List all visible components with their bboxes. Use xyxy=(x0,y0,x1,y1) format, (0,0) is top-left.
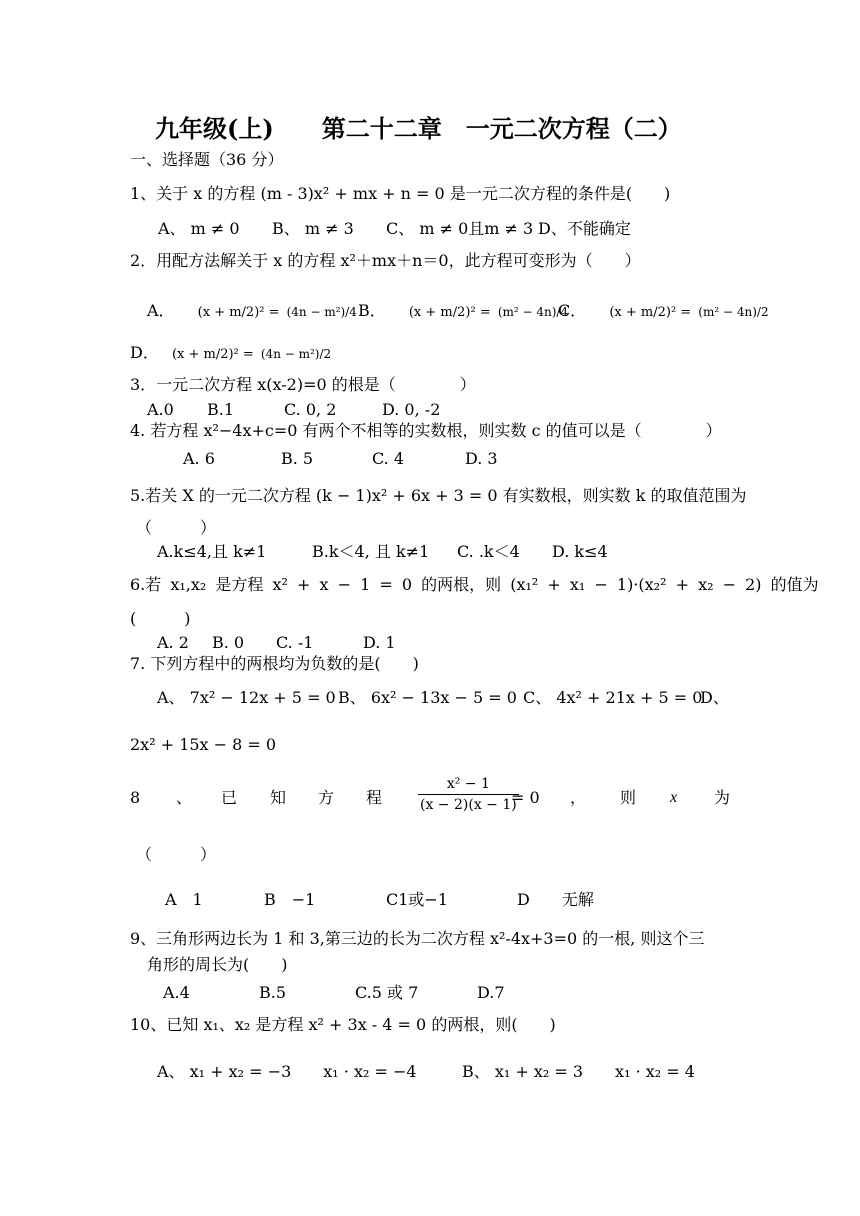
question-7-option-d: D、 xyxy=(700,688,729,707)
question-4-option-d: D. 3 xyxy=(465,449,498,468)
question-3-stem: 3．一元二次方程 x(x-2)=0 的根是（ ） xyxy=(130,375,476,394)
question-8-equals: = 0 xyxy=(511,788,540,807)
fraction-text: (4n − m²)/2 xyxy=(260,346,332,361)
question-6-option-c: C. -1 xyxy=(276,633,314,652)
option-lhs: (x + m/2)² = xyxy=(408,305,491,320)
question-6-stem: 6.若 x₁,x₂ 是方程 x² + x − 1 = 0 的两根，则 (x₁² + x₁ − 1)·(x₂² + x₂ − 2) 的值为 xyxy=(130,575,819,594)
question-8-paren: （ ） xyxy=(136,845,217,864)
question-2-option-b xyxy=(358,291,570,333)
question-10-stem: 10、已知 x₁、x₂ 是方程 x² + 3x - 4 = 0 的两根，则( ) xyxy=(130,1015,556,1034)
option-fraction xyxy=(696,305,770,319)
question-4-stem: 4. 若方程 x²−4x+c=0 有两个不相等的实数根，则实数 c 的值可以是（ ） xyxy=(130,421,722,440)
question-5-option-a: A.k≤4,且 k≠1 xyxy=(157,542,267,561)
question-1-option-b: B、 m ≠ 3 xyxy=(272,219,354,238)
question-2-stem: 2．用配方法解关于 x 的方程 x²＋mx＋n＝0，此方程可变形为（ ） xyxy=(130,251,641,270)
question-4-option-c: C. 4 xyxy=(372,449,405,468)
question-6-option-d: D. 1 xyxy=(363,633,396,652)
question-1-option-d: D、不能确定 xyxy=(538,219,631,238)
question-4-option-b: B. 5 xyxy=(281,449,314,468)
question-10-option-b: B、 x₁ + x₂ = 3 x₁ · x₂ = 4 xyxy=(462,1062,695,1081)
question-3-option-c: C. 0, 2 xyxy=(284,400,337,419)
section-heading: 一、选择题（36 分） xyxy=(130,150,284,169)
question-3-option-d: D. 0, -2 xyxy=(382,400,441,419)
question-9-stem-line-1: 9、三角形两边长为 1 和 3,第三边的长为二次方程 x²-4x+3=0 的一根, 则这个三 xyxy=(130,929,705,948)
option-lhs: (x + m/2)² = xyxy=(609,305,692,320)
question-5-option-d: D. k≤4 xyxy=(552,542,608,561)
question-8-wei: 为 xyxy=(714,788,731,807)
option-label: B． xyxy=(358,301,386,320)
question-1-stem: 1、关于 x 的方程 (m - 3)x² + mx + n = 0 是一元二次方程的条件是( ) xyxy=(130,184,671,203)
fraction-denominator: (x − 2)(x − 1) xyxy=(420,797,517,813)
question-8-fraction xyxy=(418,774,519,815)
question-1-option-a: A、 m ≠ 0 xyxy=(158,219,240,238)
option-lhs: (x + m/2)² = xyxy=(171,347,254,362)
question-8-text: 方 xyxy=(318,788,335,807)
question-3-option-a: A.0 xyxy=(147,400,174,419)
question-8-text: 、 xyxy=(176,788,193,807)
question-7-option-b: B、 6x² − 13x − 5 = 0 xyxy=(338,688,517,707)
question-4-option-a: A. 6 xyxy=(183,449,215,468)
fraction-text: (m² − 4n)/2 xyxy=(698,304,769,319)
question-8-option-d: D 无解 xyxy=(517,890,594,909)
question-10-option-a: A、 x₁ + x₂ = −3 x₁ · x₂ = −4 xyxy=(157,1062,417,1081)
option-label: C． xyxy=(558,301,587,320)
question-9-option-a: A.4 xyxy=(163,983,190,1002)
question-2-option-d xyxy=(130,333,333,375)
question-6-option-b: B. 0 xyxy=(212,633,245,652)
fraction-numerator: x² − 1 xyxy=(418,774,519,795)
fraction-text: (4n − m²)/4 xyxy=(286,304,357,319)
question-6-option-a: A. 2 xyxy=(157,633,189,652)
question-9-option-d: D.7 xyxy=(477,983,505,1002)
question-7-option-d-equation: 2x² + 15x − 8 = 0 xyxy=(130,735,277,754)
question-7-option-a: A、 7x² − 12x + 5 = 0 xyxy=(157,688,336,707)
question-3-option-b: B.1 xyxy=(207,400,235,419)
question-2-option-c xyxy=(558,291,771,333)
question-1-option-c: C、 m ≠ 0且m ≠ 3 xyxy=(386,219,534,238)
fraction-text: (m² − 4n)/4 xyxy=(497,304,569,319)
option-label: D． xyxy=(130,343,159,362)
question-9-option-b: B.5 xyxy=(259,983,287,1002)
option-fraction xyxy=(285,305,359,319)
question-8-text: 知 xyxy=(270,788,287,807)
question-8-option-c: C1或−1 xyxy=(386,890,449,909)
question-9-stem-line-2: 角形的周长为( ) xyxy=(147,955,288,974)
question-8-option-a: A 1 xyxy=(165,890,203,909)
question-6-paren: ( ) xyxy=(130,609,191,628)
question-8-text: 已 xyxy=(221,788,238,807)
option-fraction xyxy=(259,347,333,361)
question-5-paren: （ ） xyxy=(136,518,217,537)
question-8-text: 程 xyxy=(366,788,383,807)
question-7-option-c: C、 4x² + 21x + 5 = 0 xyxy=(523,688,703,707)
question-8-variable: x xyxy=(670,789,678,806)
option-label: A． xyxy=(147,301,175,320)
question-9-option-c: C.5 或 7 xyxy=(355,983,419,1002)
question-8-number: 8 xyxy=(130,788,141,807)
question-5-option-c: C. .k＜4 xyxy=(457,542,520,561)
question-7-stem: 7. 下列方程中的两根均为负数的是( ) xyxy=(130,654,419,673)
question-5-option-b: B.k＜4, 且 k≠1 xyxy=(312,542,430,561)
question-8-comma: ， xyxy=(570,788,587,807)
question-5-stem: 5.若关 X 的一元二次方程 (k − 1)x² + 6x + 3 = 0 有实数根，则实数 k 的取值范围为 xyxy=(130,486,747,505)
question-8-then: 则 xyxy=(620,788,637,807)
option-lhs: (x + m/2)² = xyxy=(197,305,280,320)
question-8-option-b: B −1 xyxy=(264,890,316,909)
question-2-option-a xyxy=(147,291,359,333)
fraction xyxy=(418,774,519,815)
page-title: 九年级(上) 第二十二章 一元二次方程（二） xyxy=(155,114,682,143)
